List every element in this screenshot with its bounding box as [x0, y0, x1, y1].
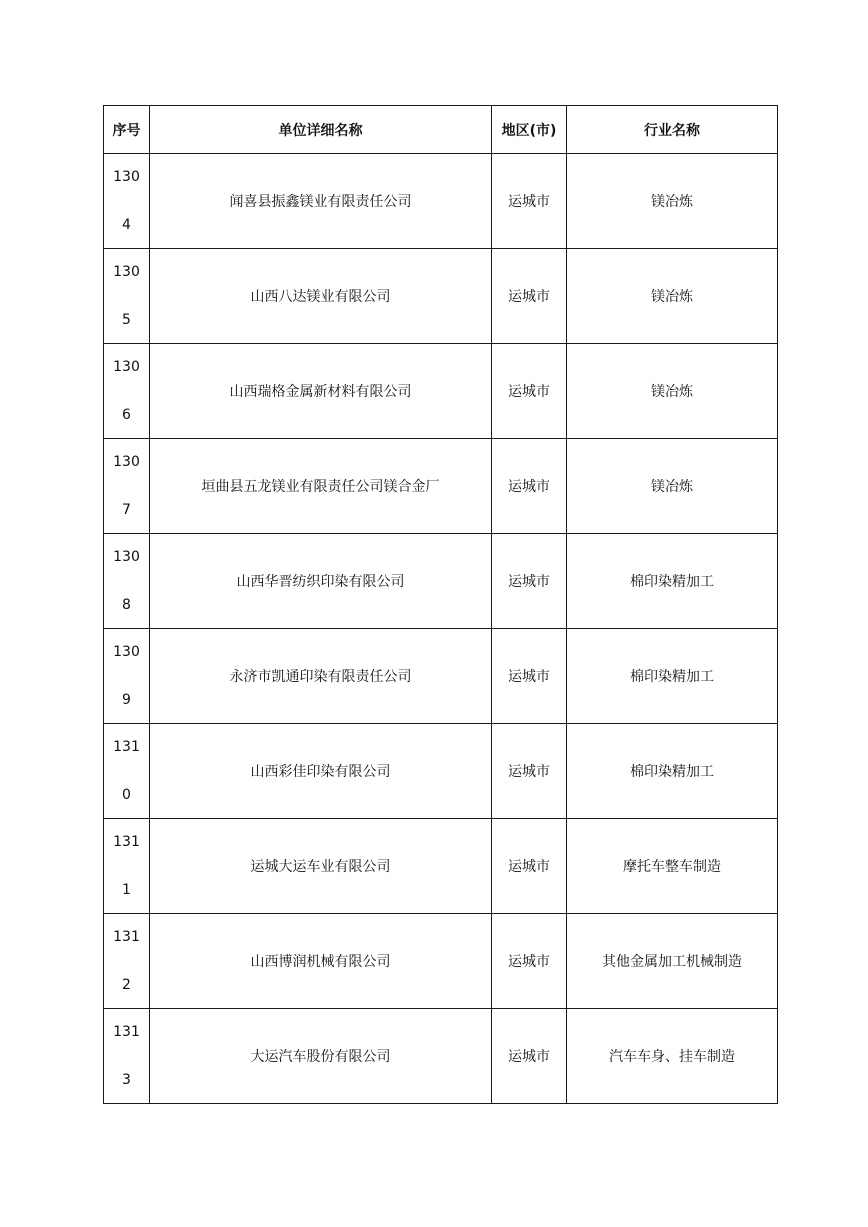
- region-cell: 运城市: [492, 534, 567, 629]
- region-cell: 运城市: [492, 819, 567, 914]
- unit-name-cell: 大运汽车股份有限公司: [150, 1009, 492, 1104]
- table-row: [104, 439, 778, 534]
- seq-cell: [104, 629, 150, 724]
- seq-part-b: 9: [122, 692, 131, 708]
- region-cell: 运城市: [492, 629, 567, 724]
- seq-part-b: 8: [122, 597, 131, 613]
- seq-part-a: 131: [113, 1024, 140, 1040]
- table-row: [104, 724, 778, 819]
- industry-cell: 棉印染精加工: [567, 629, 778, 724]
- table-row: [104, 154, 778, 249]
- seq-cell: [104, 439, 150, 534]
- unit-name-cell: 运城大运车业有限公司: [150, 819, 492, 914]
- industry-cell: 镁冶炼: [567, 154, 778, 249]
- industry-cell: 汽车车身、挂车制造: [567, 1009, 778, 1104]
- seq-part-a: 130: [113, 169, 140, 185]
- region-cell: 运城市: [492, 1009, 567, 1104]
- industry-cell: 其他金属加工机械制造: [567, 914, 778, 1009]
- table-row: [104, 534, 778, 629]
- seq-part-b: 7: [122, 502, 131, 518]
- table-row: [104, 1009, 778, 1104]
- seq-part-b: 5: [122, 312, 131, 328]
- region-cell: 运城市: [492, 344, 567, 439]
- seq-part-a: 130: [113, 644, 140, 660]
- seq-part-a: 130: [113, 264, 140, 280]
- region-cell: 运城市: [492, 154, 567, 249]
- table-row: [104, 344, 778, 439]
- header-seq: 序号: [104, 106, 150, 154]
- region-cell: 运城市: [492, 724, 567, 819]
- seq-cell: [104, 534, 150, 629]
- seq-cell: [104, 1009, 150, 1104]
- header-unit-name: 单位详细名称: [150, 106, 492, 154]
- seq-cell: [104, 344, 150, 439]
- seq-part-b: 3: [122, 1072, 131, 1088]
- industry-cell: 棉印染精加工: [567, 534, 778, 629]
- seq-cell: [104, 724, 150, 819]
- seq-part-a: 131: [113, 929, 140, 945]
- industry-cell: 镁冶炼: [567, 344, 778, 439]
- unit-name-cell: 山西八达镁业有限公司: [150, 249, 492, 344]
- header-industry: 行业名称: [567, 106, 778, 154]
- table-row: [104, 249, 778, 344]
- region-cell: 运城市: [492, 249, 567, 344]
- unit-name-cell: 山西博润机械有限公司: [150, 914, 492, 1009]
- unit-name-cell: 山西华晋纺织印染有限公司: [150, 534, 492, 629]
- region-cell: 运城市: [492, 914, 567, 1009]
- table-row: [104, 914, 778, 1009]
- seq-part-a: 131: [113, 739, 140, 755]
- unit-name-cell: 山西彩佳印染有限公司: [150, 724, 492, 819]
- seq-part-b: 6: [122, 407, 131, 423]
- enterprise-table: [103, 105, 778, 1104]
- industry-cell: 镁冶炼: [567, 249, 778, 344]
- industry-cell: 镁冶炼: [567, 439, 778, 534]
- industry-cell: 棉印染精加工: [567, 724, 778, 819]
- seq-part-b: 1: [122, 882, 131, 898]
- industry-cell: 摩托车整车制造: [567, 819, 778, 914]
- region-cell: 运城市: [492, 439, 567, 534]
- seq-part-b: 2: [122, 977, 131, 993]
- unit-name-cell: 垣曲县五龙镁业有限责任公司镁合金厂: [150, 439, 492, 534]
- seq-part-a: 131: [113, 834, 140, 850]
- seq-part-a: 130: [113, 454, 140, 470]
- seq-cell: [104, 249, 150, 344]
- table-header-row: [104, 106, 778, 154]
- seq-part-a: 130: [113, 359, 140, 375]
- seq-cell: [104, 819, 150, 914]
- table-row: [104, 819, 778, 914]
- unit-name-cell: 山西瑞格金属新材料有限公司: [150, 344, 492, 439]
- seq-cell: [104, 154, 150, 249]
- header-region: 地区(市): [492, 106, 567, 154]
- seq-part-a: 130: [113, 549, 140, 565]
- table-row: [104, 629, 778, 724]
- unit-name-cell: 永济市凯通印染有限责任公司: [150, 629, 492, 724]
- seq-part-b: 4: [122, 217, 131, 233]
- unit-name-cell: 闻喜县振鑫镁业有限责任公司: [150, 154, 492, 249]
- seq-cell: [104, 914, 150, 1009]
- seq-part-b: 0: [122, 787, 131, 803]
